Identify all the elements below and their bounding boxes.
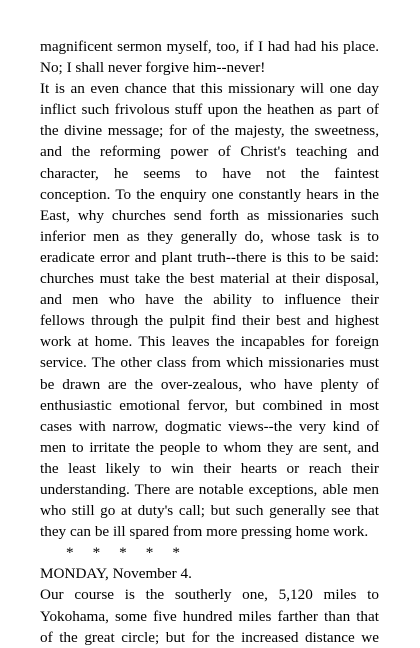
text-line: character, he seems to have not the faintest	[40, 164, 379, 182]
text-line: men to irritate the people to whom they are sent, and	[40, 438, 379, 456]
text-line: eradicate error and plant truth--there is this to be said:	[40, 248, 379, 266]
text-line: service. The other class from which missionaries must	[40, 354, 379, 372]
text-line: understanding. There are notable exceptions, able men	[40, 480, 379, 498]
section-separator: * * * * *	[66, 544, 180, 562]
text-line: inferior men as they generally do, whose task is to	[40, 227, 379, 245]
text-line: be drawn are the over-zealous, who have plenty of	[40, 375, 379, 393]
text-line: fellows through the pulpit find their best and highest	[40, 312, 379, 330]
text-line: they can be ill spared from more pressing home work.	[40, 523, 369, 541]
text-line: and men who have the ability to influence their	[40, 291, 379, 309]
text-line: conception. To the enquiry one constantly hears in the	[40, 185, 379, 203]
text-line: of the great circle; but for the increased distance we	[40, 628, 379, 646]
text-line: work at home. This leaves the incapables for foreign	[40, 333, 379, 351]
body-paragraphs	[40, 36, 379, 542]
text-line: East, why churches send forth as missionaries such	[40, 206, 379, 224]
text-line: inflict such frivolous stuff upon the heathen as part of	[40, 101, 379, 119]
text-line: No; I shall never forgive him--never!	[40, 59, 266, 77]
text-line: Our course is the southerly one, 5,120 miles to	[40, 586, 379, 604]
date-heading: MONDAY, November 4.	[40, 565, 192, 583]
text-line: and the reforming power of Christ's teaching and	[40, 143, 379, 161]
text-line: cases with narrow, dogmatic views--the very kind of	[40, 417, 379, 435]
text-line: the least likely to win their hearts or reach their	[40, 459, 379, 477]
text-line: enthusiastic emotional fervor, but combined in most	[40, 396, 379, 414]
text-line: magnificent sermon myself, too, if I had had his place.	[40, 38, 379, 55]
text-line: Yokohama, some five hundred miles farther than that	[40, 607, 379, 625]
text-line: who still go at duty's call; but such generally see that	[40, 502, 379, 520]
text-line: It is an even chance that this missionary will one day	[40, 80, 379, 98]
text-line: the divine message; for of the majesty, the sweetness,	[40, 122, 379, 140]
text-line: churches must take the best material at their disposal,	[40, 270, 379, 288]
